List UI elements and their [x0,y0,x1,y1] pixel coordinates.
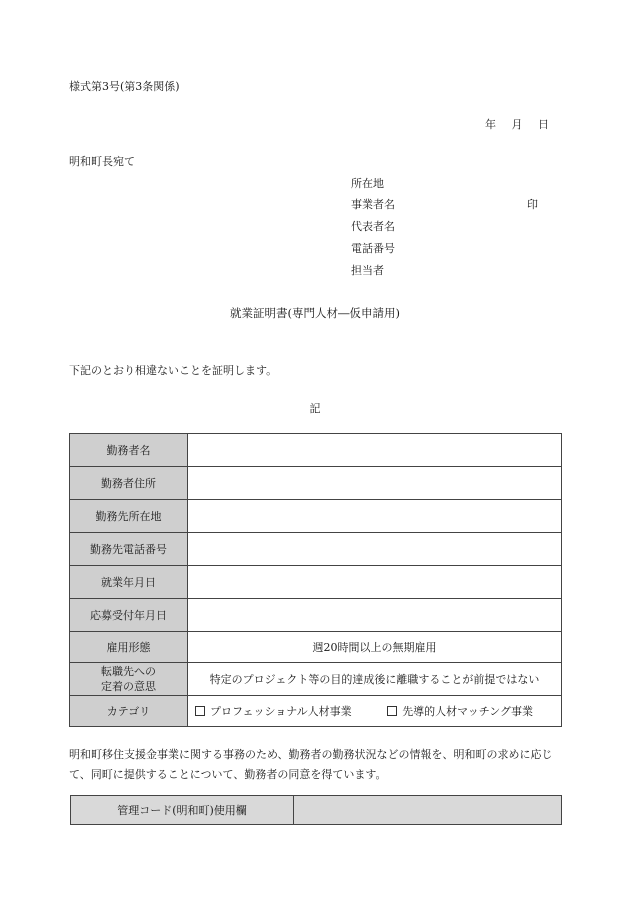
checkbox-icon[interactable] [195,706,205,716]
category-option-matching[interactable] [387,703,533,719]
management-code-label: 管理コード(明和町)使用欄 [71,796,294,825]
table-row [70,467,562,500]
intent-value: 特定のプロジェクト等の目的達成後に離職することが前提ではない [188,663,562,696]
document-title: 就業証明書(専門人材―仮申請用) [230,306,400,320]
table-row [70,566,562,599]
employment-type-value: 週20時間以上の無期雇用 [188,632,562,663]
category-options [188,696,562,727]
addressee: 明和町長宛て [69,155,135,168]
table-row [70,663,562,696]
consent-paragraph: 明和町移住支援金事業に関する事務のため、勤務者の勤務状況などの情報を、明和町の求めに応じて、同町に提供することについて、勤務者の同意を得ています。 [69,748,553,781]
table-row [70,434,562,467]
table-row [71,796,562,825]
checkbox-icon[interactable] [387,706,397,716]
row-label: 勤務者住所 [70,467,188,500]
row-label: カテゴリ [70,696,188,727]
seal-mark: 印 [527,198,538,211]
form-number: 様式第3号(第3条関係) [69,80,180,93]
workplace-phone-field[interactable] [188,533,562,566]
employment-date-field[interactable] [188,566,562,599]
date-day-label: 日 [538,118,549,131]
applicant-contact-person-label: 担当者 [351,264,384,277]
table-row [70,632,562,663]
table-row [70,500,562,533]
row-label: 就業年月日 [70,566,188,599]
applicant-business-name-label: 事業者名 [351,198,395,211]
certificate-table [69,433,562,727]
applicant-phone-label: 電話番号 [351,242,395,255]
category-option-label: プロフェッショナル人材事業 [210,705,352,718]
row-label: 応募受付年月日 [70,599,188,632]
row-label: 勤務先電話番号 [70,533,188,566]
applicant-representative-label: 代表者名 [351,220,395,233]
applicant-address-label: 所在地 [351,177,384,190]
management-code-table [70,795,562,825]
row-label: 雇用形態 [70,632,188,663]
date-line [485,116,549,132]
worker-name-field[interactable] [188,434,562,467]
certification-statement: 下記のとおり相違ないことを証明します。 [69,364,278,377]
table-row [70,696,562,727]
table-row [70,599,562,632]
date-year-label: 年 [485,118,496,131]
management-code-field [294,796,562,825]
intent-label-line1: 転職先への [101,665,156,678]
worker-address-field[interactable] [188,467,562,500]
application-date-field[interactable] [188,599,562,632]
category-option-label: 先導的人材マッチング事業 [402,705,533,718]
table-row [70,533,562,566]
category-option-professional[interactable] [195,703,352,719]
intent-label-line2: 定着の意思 [101,680,156,693]
row-label: 勤務先所在地 [70,500,188,533]
date-month-label: 月 [511,118,523,131]
row-label: 勤務者名 [70,434,188,467]
workplace-address-field[interactable] [188,500,562,533]
ki-heading: 記 [309,402,321,415]
intent-label [70,663,188,696]
